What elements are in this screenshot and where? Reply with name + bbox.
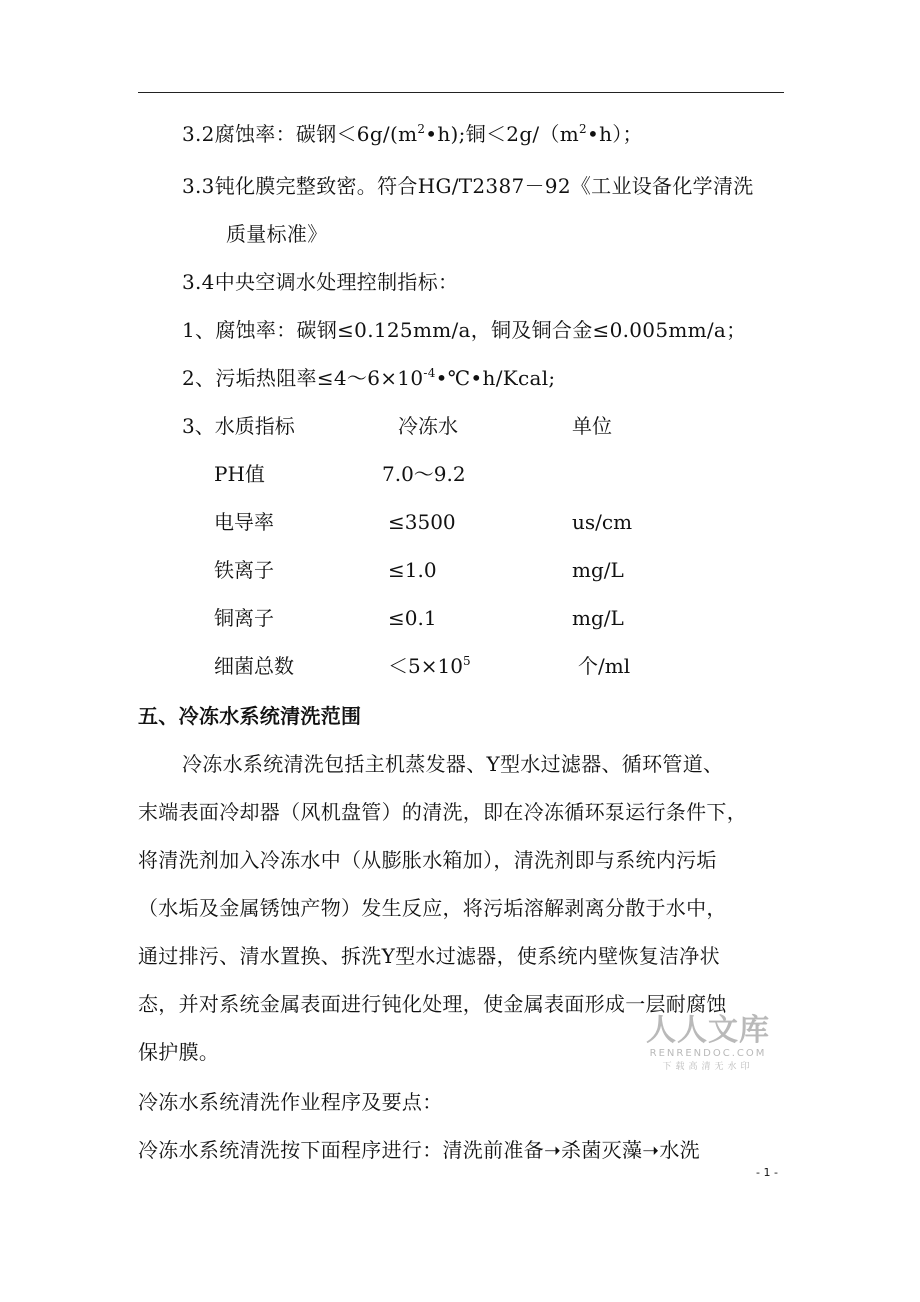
list-item-3: 3、水质指标 xyxy=(182,414,295,438)
indicator-value: ≤0.1 xyxy=(388,606,437,630)
column-header-unit: 单位 xyxy=(572,414,612,438)
indicator-name: 电导率 xyxy=(214,510,274,534)
indicator-unit: us/cm xyxy=(572,510,633,534)
indicator-value: ≤1.0 xyxy=(388,558,437,582)
paragraph-line: 保护膜。 xyxy=(138,1040,220,1064)
indicator-value: ≤3500 xyxy=(388,510,456,534)
indicator-name: PH值 xyxy=(214,462,265,486)
indicator-value: 7.0～9.2 xyxy=(382,462,466,486)
watermark-subtitle: 下载高清无水印 xyxy=(662,1062,754,1072)
watermark-logo xyxy=(644,1014,772,1074)
header-rule xyxy=(138,92,784,93)
list-item-2: 2、污垢热阻率$\le 4\sim 6\times 10^{-4}•℃•h$/Kcal; xyxy=(182,366,556,390)
indicator-value: $<5\times 10^5$ xyxy=(388,654,471,678)
indicator-unit: 个/ml xyxy=(578,654,631,678)
indicator-unit: mg/L xyxy=(572,558,624,582)
list-item-1: 1、腐蚀率：碳钢≤0.125mm/a，铜及铜合金≤0.005mm/a； xyxy=(182,318,747,342)
watermark-domain: RENRENDOC.COM xyxy=(649,1048,767,1059)
text-line-3-4: 3.4中央空调水处理控制指标： xyxy=(182,270,459,294)
watermark-title: 人人文库 xyxy=(646,1013,770,1048)
page-number: - 1 - xyxy=(756,1166,778,1179)
indicator-name: 细菌总数 xyxy=(214,654,294,678)
text-line-3-3: 3.3钝化膜完整致密。符合HG/T2387－92《工业设备化学清洗 xyxy=(182,174,754,198)
text-line-3-2: 3.2腐蚀率：碳钢$<6g/(m^2•h)$;铜$<2g/(m^2•h)$； xyxy=(182,122,643,146)
paragraph-line: 冷冻水系统清洗包括主机蒸发器、Y型水过滤器、循环管道、 xyxy=(182,752,724,776)
procedure-title: 冷冻水系统清洗作业程序及要点： xyxy=(138,1090,443,1114)
section-heading: 五、冷冻水系统清洗范围 xyxy=(138,704,362,728)
column-header-value: 冷冻水 xyxy=(398,414,458,438)
indicator-unit: mg/L xyxy=(572,606,624,630)
paragraph-line: 通过排污、清水置换、拆洗Y型水过滤器，使系统内壁恢复洁净状 xyxy=(138,944,720,968)
procedure-line: 冷冻水系统清洗按下面程序进行：清洗前准备➝杀菌灭藻➝水洗 xyxy=(138,1138,700,1162)
text-line-3-3-cont: 质量标准》 xyxy=(226,222,328,246)
indicator-name: 铁离子 xyxy=(214,558,274,582)
paragraph-line: 将清洗剂加入冷冻水中（从膨胀水箱加），清洗剂即与系统内污垢 xyxy=(138,848,717,872)
paragraph-line: 末端表面冷却器（风机盘管）的清洗，即在冷冻循环泵运行条件下， xyxy=(138,800,747,824)
indicator-name: 铜离子 xyxy=(214,606,274,630)
paragraph-line: 态，并对系统金属表面进行钝化处理，使金属表面形成一层耐腐蚀 xyxy=(138,992,727,1016)
paragraph-line: （水垢及金属锈蚀产物）发生反应，将污垢溶解剥离分散于水中， xyxy=(138,896,727,920)
